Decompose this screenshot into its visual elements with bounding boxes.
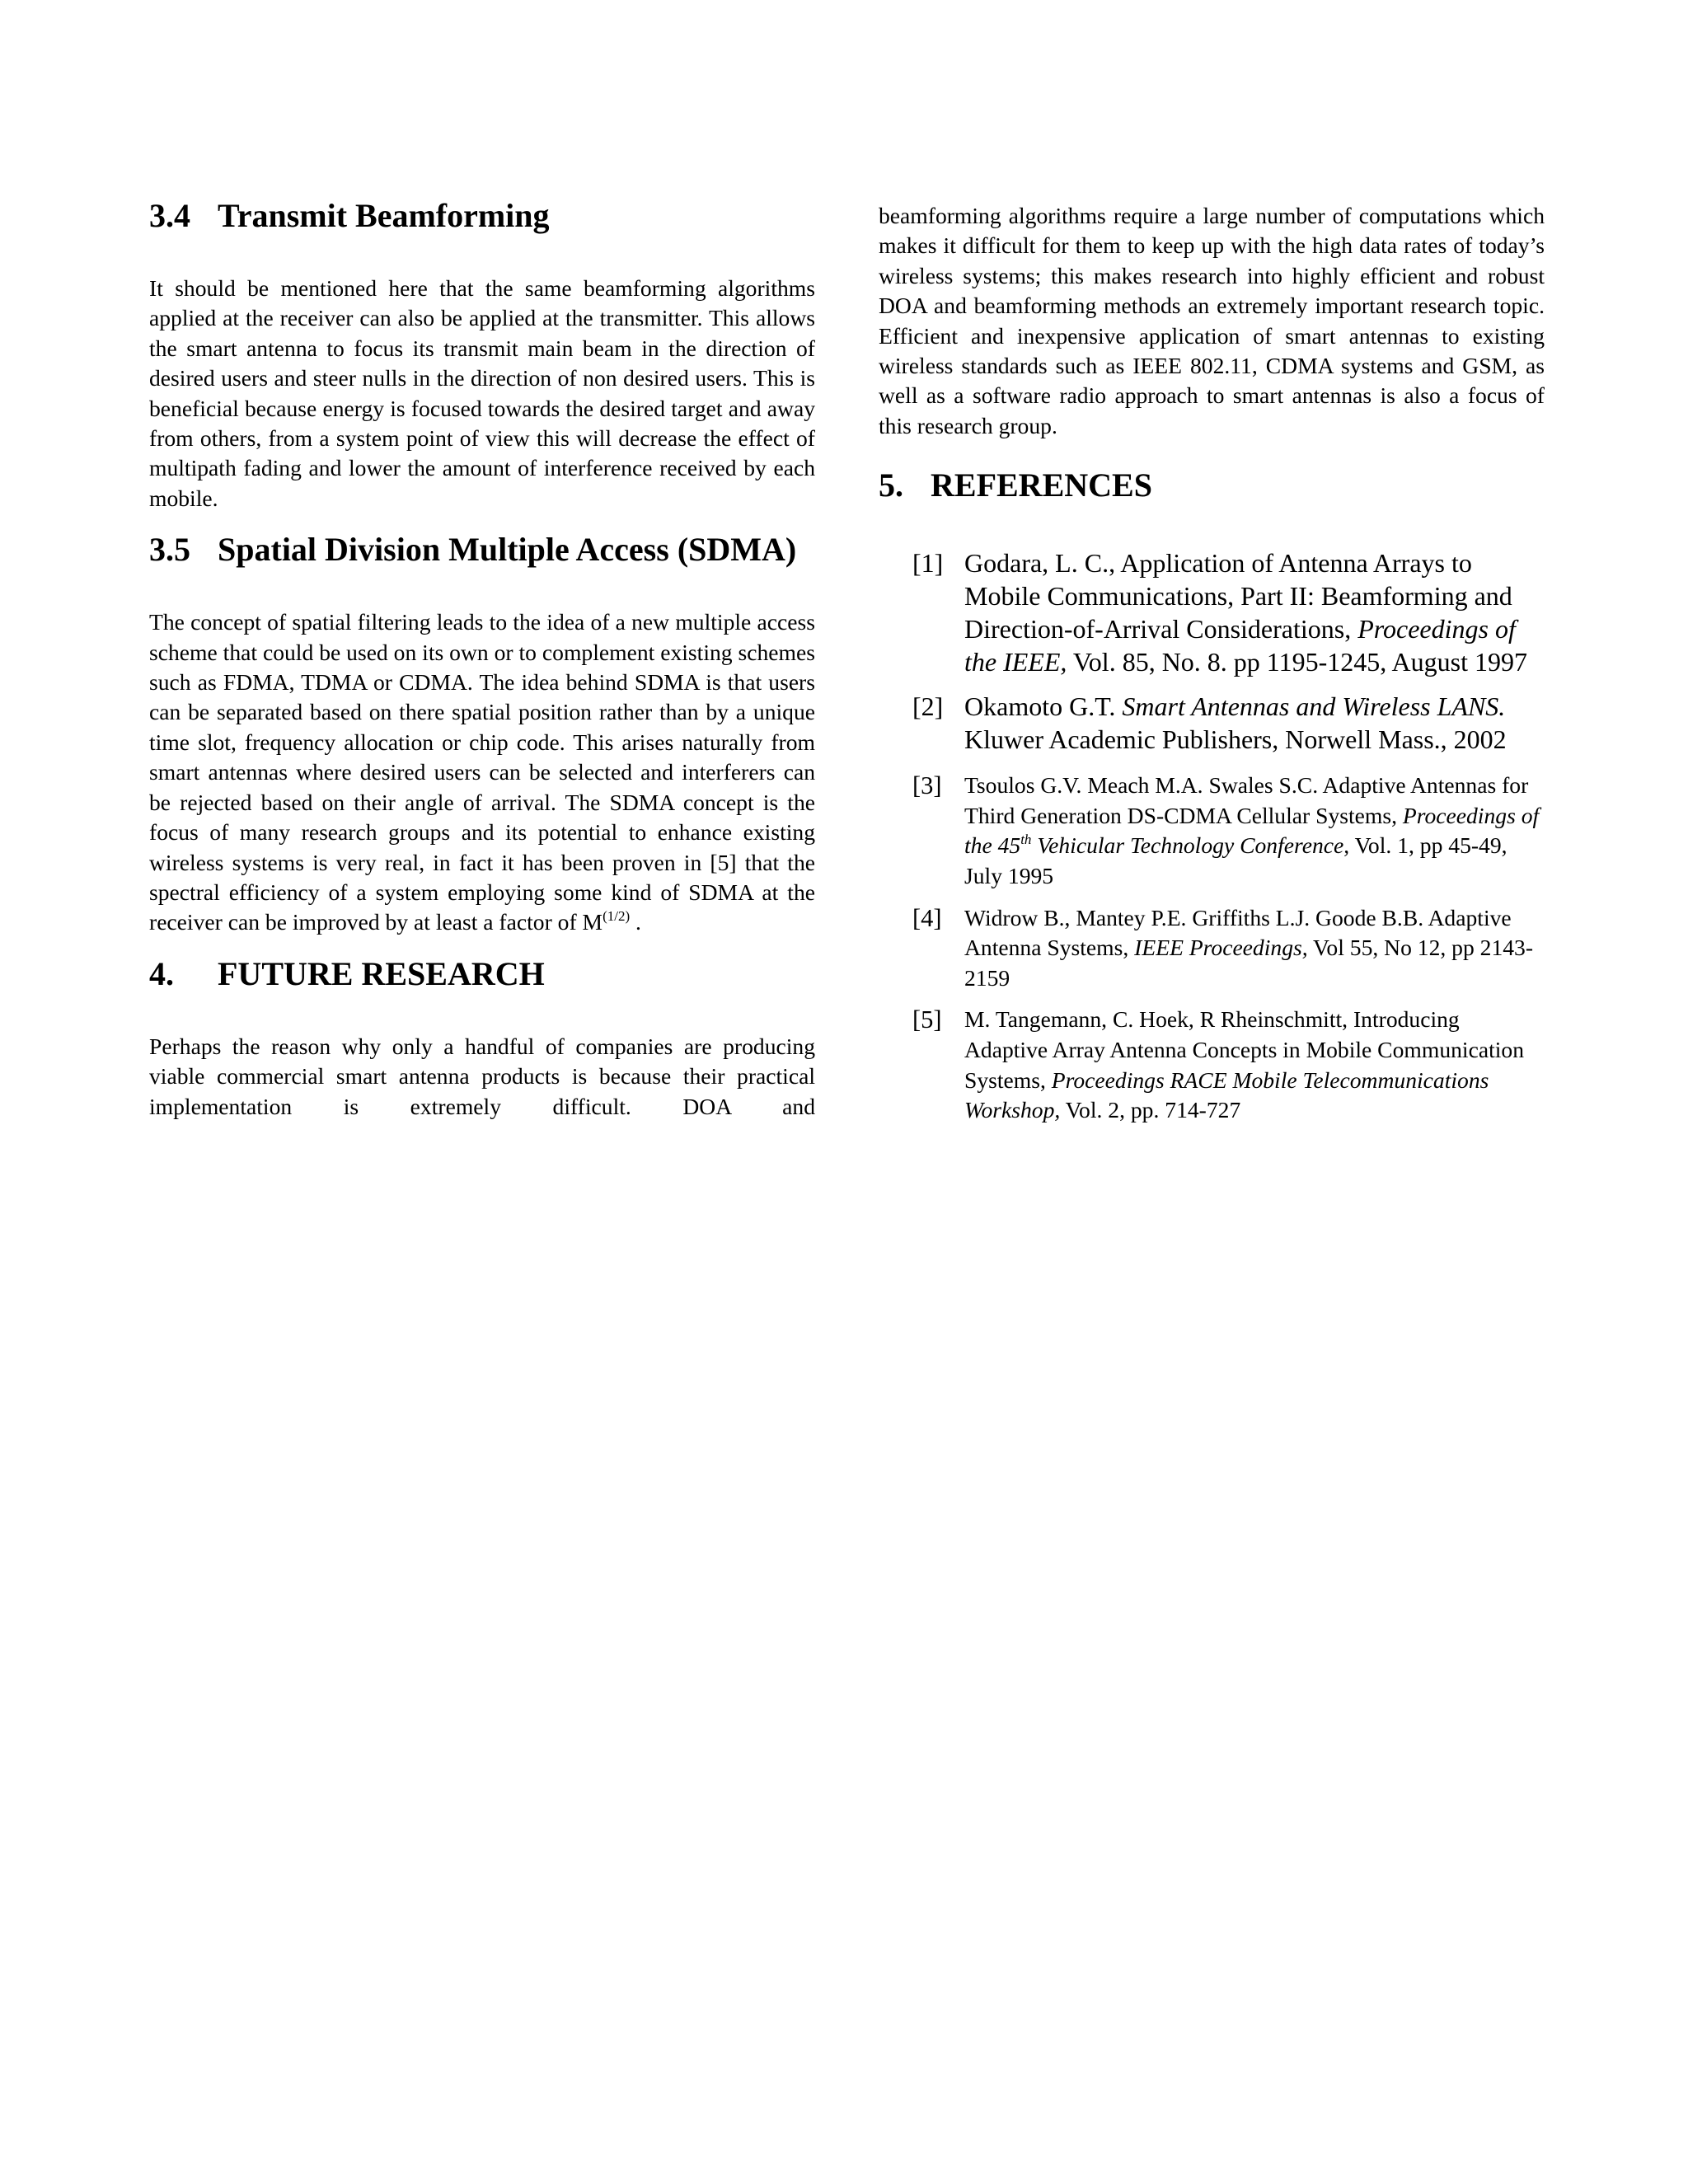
reference-journal: Proceedings RACE Mobile Telecommunications Workshop, [964,1066,1489,1123]
reference-item-1 [879,546,1545,678]
section-number: 5. [879,466,903,504]
section-number: 4. [149,954,174,992]
section-title: Transmit Beamforming [218,197,550,234]
section-heading-4 [149,954,815,994]
reference-details: , Vol. 1, pp 45-49, July 1995 [964,832,1507,889]
section-heading-3-4 [149,196,815,236]
reference-number: [1] [912,548,944,579]
reference-text: Godara, L. C., Application of Antenna Arrays to Mobile Communications, Part II: Beamforming and Direction-of-Arrival Considerations, [964,548,1512,644]
section-title: Spatial Division Multiple Access (SDMA) [218,531,797,569]
reference-text: Widrow B., Mantey P.E. Griffiths L.J. Goode B.B. Adaptive Antenna Systems, [964,904,1512,961]
reference-item-3 [879,771,1545,891]
reference-number: [3] [912,771,942,800]
paragraph-future-research-continued: beamforming algorithms require a large number of computations which makes it difficult for them to keep up with the high data rates of today’s wireless systems; this makes research into highly efficient and robust DOA and beamforming methods an extremely important research topic. Efficient and inexpensive application of smart antennas to existing wireless standards such as IEEE 802.11, CDMA systems and GSM, as well as a software radio approach to smart antennas is also a focus of this research group. [879,203,1545,438]
reference-superscript: th [1020,832,1032,848]
paragraph-sdma [149,607,815,937]
reference-journal: Proceedings of the 45 [964,802,1540,859]
section-heading-3-5 [149,530,815,569]
right-column [879,201,1545,1126]
reference-item-5 [879,1005,1545,1125]
reference-journal: Proceedings of the IEEE, [964,614,1516,677]
superscript-exponent: (1/2) [603,908,631,925]
paragraph-end: . [630,909,641,935]
reference-details: Vol. 2, pp. 714-727 [1060,1097,1241,1123]
reference-text: Tsoulos G.V. Meach M.A. Swales S.C. Adaptive Antennas for Third Generation DS-CDMA Cellular Systems, [964,772,1529,828]
reference-details: Kluwer Academic Publishers, Norwell Mass., 2002 [964,724,1507,755]
section-number: 3.5 [149,531,190,569]
section-title: FUTURE RESEARCH [218,954,545,992]
reference-text: M. Tangemann, C. Hoek, R Rheinschmitt, Introducing Adaptive Array Antenna Concepts in Mobile Communication Systems, [964,1006,1524,1093]
reference-details: Vol. 85, No. 8. pp 1195-1245, August 1997 [1067,647,1527,677]
reference-item-2 [879,690,1545,756]
reference-item-4 [879,903,1545,994]
reference-text: Okamoto G.T. [964,691,1123,722]
reference-journal: Smart Antennas and Wireless LANS. [1122,691,1506,722]
reference-details: Vol 55, No 12, pp 2143-2159 [964,935,1534,991]
reference-number: [2] [912,691,944,722]
reference-journal-continued: Vehicular Technology Conference [1031,832,1344,859]
reference-list [879,546,1545,1126]
reference-number: [5] [912,1005,942,1034]
reference-number: [4] [912,903,942,932]
paragraph-text: The concept of spatial filtering leads to the idea of a new multiple access scheme that could be used on its own or to complement existing schemes such as FDMA, TDMA or CDMA. The idea behind SDMA is that users can be separated based on there spatial position rather than by a unique time slot, frequency allocation or chip code. This arises naturally from smart antennas where desired users can be selected and interferers can be rejected based on their angle of arrival. The SDMA concept is the focus of many research groups and its potential to enhance existing wireless systems is very real, in fact it has been proven in [5] that the spectral efficiency of a system employing some kind of SDMA at the receiver can be improved by at least a factor of M [149,609,815,935]
section-number: 3.4 [149,197,190,234]
section-title: REFERENCES [931,466,1152,504]
paragraph-transmit-beamforming: It should be mentioned here that the same beamforming algorithms applied at the receiver can also be applied at the transmitter. This allows the smart antenna to focus its transmit main beam in the direction of desired users and steer nulls in the direction of non desired users. This is beneficial because energy is focused towards the desired target and away from others, from a system point of view this will decrease the effect of multipath fading and lower the amount of interference received by each mobile. [149,275,815,511]
paragraph-future-research: Perhaps the reason why only a handful of companies are producing viable commercial smart antenna products is because their practical implementation is extremely difficult. DOA and [149,1033,815,1119]
reference-journal: IEEE Proceedings, [1134,935,1308,961]
section-heading-5 [879,466,1545,505]
left-column [149,196,815,1122]
